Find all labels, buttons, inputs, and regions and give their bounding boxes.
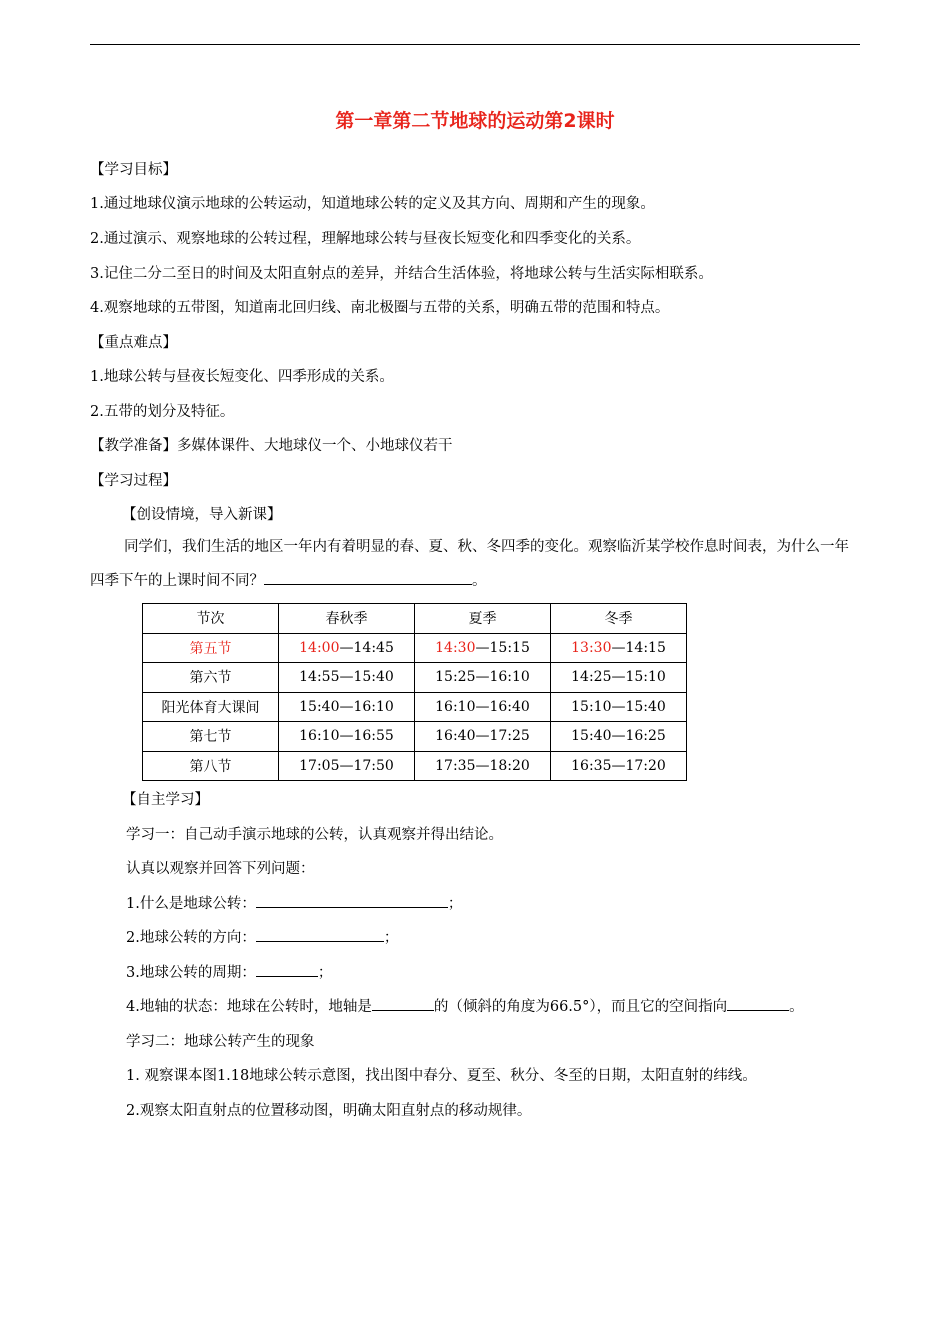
- time-cell: 15:40—16:25: [551, 722, 687, 752]
- table-row: [143, 692, 687, 722]
- question-2: [126, 926, 398, 947]
- header-cell: 冬季: [551, 604, 687, 634]
- time-cell: 16:35—17:20: [551, 751, 687, 781]
- question-end: ；: [383, 930, 399, 946]
- table-row: [143, 633, 687, 663]
- process-heading: 【学习过程】: [90, 473, 177, 489]
- question-1: [126, 892, 462, 913]
- period-cell: 阳光体育大课间: [143, 692, 279, 722]
- study-two-item-1: 1. 观察课本图1.18地球公转示意图，找出图中春分、夏至、秋分、冬至的日期，太阳直射的纬线。: [126, 1068, 757, 1084]
- question-text: 2.地球公转的方向：: [126, 930, 256, 946]
- intro-paragraph: [90, 530, 860, 598]
- answer-blank: [727, 996, 789, 1011]
- period-cell: 第六节: [143, 663, 279, 693]
- time-cell: 15:25—16:10: [415, 663, 551, 693]
- start-time: 13:30: [571, 639, 612, 656]
- goal-item-4: 4.观察地球的五带图，知道南北回归线、南北极圈与五带的关系，明确五带的范围和特点。: [90, 300, 670, 316]
- period-cell: 第五节: [143, 633, 279, 663]
- intro-text-end: 。: [472, 573, 487, 589]
- question-text: 1.什么是地球公转：: [126, 896, 256, 912]
- table-row: [143, 663, 687, 693]
- table-row: [143, 751, 687, 781]
- period-cell: 第七节: [143, 722, 279, 752]
- questions-prompt: 认真以观察并回答下列问题：: [126, 861, 315, 877]
- time-cell: 14:25—15:10: [551, 663, 687, 693]
- time-cell: [415, 633, 551, 663]
- end-time: —14:45: [339, 639, 394, 656]
- question-end: 。: [789, 999, 804, 1015]
- header-rule: [90, 44, 860, 45]
- time-cell: 15:10—15:40: [551, 692, 687, 722]
- time-cell: 15:40—16:10: [279, 692, 415, 722]
- table-row: [143, 722, 687, 752]
- study-two-item-2: 2.观察太阳直射点的位置移动图，明确太阳直射点的移动规律。: [126, 1103, 532, 1119]
- self-study-heading: 【自主学习】: [122, 792, 209, 808]
- question-end: ；: [317, 965, 333, 981]
- answer-blank: [264, 570, 472, 585]
- start-time: 14:00: [299, 639, 340, 656]
- study-one: 学习一：自己动手演示地球的公转，认真观察并得出结论。: [126, 827, 503, 843]
- key-points-heading: 【重点难点】: [90, 335, 177, 351]
- goal-item-2: 2.通过演示、观察地球的公转过程，理解地球公转与昼夜长短变化和四季变化的关系。: [90, 231, 641, 247]
- question-3: [126, 961, 332, 982]
- goals-heading: 【学习目标】: [90, 162, 177, 178]
- study-two: 学习二：地球公转产生的现象: [126, 1034, 315, 1050]
- key-point-1: 1.地球公转与昼夜长短变化、四季形成的关系。: [90, 369, 394, 385]
- goal-item-1: 1.通过地球仪演示地球的公转运动，知道地球公转的定义及其方向、周期和产生的现象。: [90, 196, 655, 212]
- time-cell: 16:40—17:25: [415, 722, 551, 752]
- time-cell: 14:55—15:40: [279, 663, 415, 693]
- time-cell: 16:10—16:55: [279, 722, 415, 752]
- answer-blank: [256, 962, 318, 977]
- question-text: 的（倾斜的角度为66.5°），而且它的空间指向: [433, 999, 728, 1015]
- schedule-table: [142, 603, 687, 781]
- time-cell: 17:35—18:20: [415, 751, 551, 781]
- answer-blank: [256, 893, 448, 908]
- header-cell: 夏季: [415, 604, 551, 634]
- time-cell: 16:10—16:40: [415, 692, 551, 722]
- answer-blank: [372, 996, 434, 1011]
- intro-text: 同学们，我们生活的地区一年内有着明显的春、夏、秋、冬四季的变化。观察临沂某学校作息时间表，为什么一年四季下午的上课时间不同？: [90, 539, 849, 589]
- key-point-2: 2.五带的划分及特征。: [90, 404, 235, 420]
- page-title: 第一章第二节地球的运动第2课时: [335, 110, 615, 132]
- goal-item-3: 3.记住二分二至日的时间及太阳直射点的差异，并结合生活体验，将地球公转与生活实际相联系。: [90, 266, 713, 282]
- question-4: [126, 995, 804, 1016]
- start-time: 14:30: [435, 639, 476, 656]
- end-time: —15:15: [475, 639, 530, 656]
- intro-heading: 【创设情境，导入新课】: [122, 507, 282, 523]
- question-text: 4.地轴的状态：地球在公转时，地轴是: [126, 999, 372, 1015]
- time-cell: [551, 633, 687, 663]
- time-cell: [279, 633, 415, 663]
- table-header-row: [143, 604, 687, 634]
- end-time: —14:15: [611, 639, 666, 656]
- time-cell: 17:05—17:50: [279, 751, 415, 781]
- question-text: 3.地球公转的周期：: [126, 965, 256, 981]
- teaching-prep: 【教学准备】多媒体课件、大地球仪一个、小地球仪若干: [90, 438, 453, 454]
- header-cell: 春秋季: [279, 604, 415, 634]
- header-cell: 节次: [143, 604, 279, 634]
- question-end: ；: [447, 896, 463, 912]
- period-cell: 第八节: [143, 751, 279, 781]
- answer-blank: [256, 927, 384, 942]
